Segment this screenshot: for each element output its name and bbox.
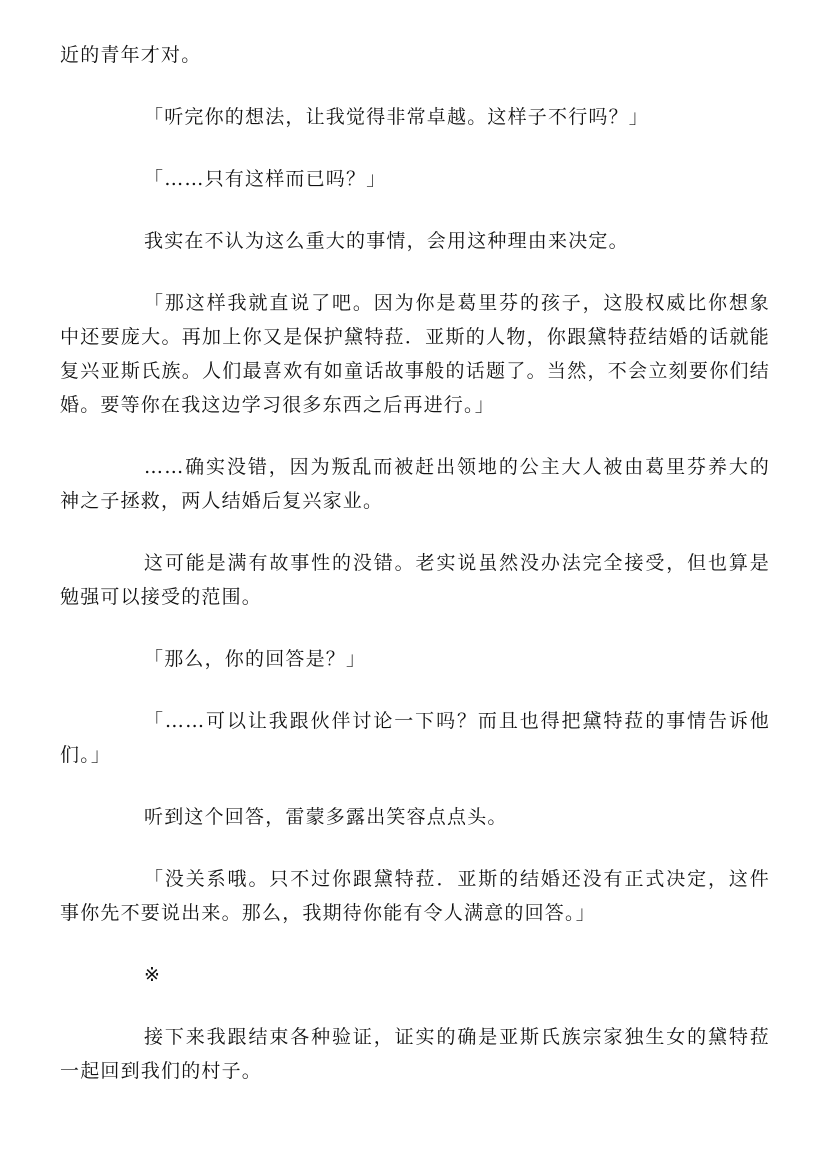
paragraph-3: 「……只有这样而已吗？」 <box>144 168 387 190</box>
paragraph-8: 「那么，你的回答是？」 <box>144 648 367 670</box>
paragraph-1: 近的青年才对。 <box>60 44 202 66</box>
paragraph-12: 接下来我跟结束各种验证，证实的确是亚斯氏族宗家独生女的黛特菈一起回到我们的村子。 <box>60 1026 770 1082</box>
paragraph-2: 「听完你的想法，让我觉得非常卓越。这样子不行吗？」 <box>144 106 650 128</box>
paragraph-9: 「……可以让我跟伙伴讨论一下吗？而且也得把黛特菈的事情告诉他们。」 <box>60 710 770 766</box>
paragraph-5: 「那这样我就直说了吧。因为你是葛里芬的孩子，这股权威比你想象中还要庞大。再加上你又是保护黛特菈．亚斯的人物，你跟黛特菈结婚的话就能复兴亚斯氏族。人们最喜欢有如童话故事般的话题了。当然，不会立刻要你们结婚。要等你在我这边学习很多东西之后再进行。」 <box>60 292 770 416</box>
paragraph-7: 这可能是满有故事性的没错。老实说虽然没办法完全接受，但也算是勉强可以接受的范围。 <box>60 552 770 608</box>
paragraph-10: 听到这个回答，雷蒙多露出笑容点点头。 <box>144 806 508 828</box>
document-page <box>60 38 770 1088</box>
paragraph-11: 「没关系哦。只不过你跟黛特菈．亚斯的结婚还没有正式决定，这件事你先不要说出来。那么，我期待你能有令人满意的回答。」 <box>60 868 770 924</box>
scene-break-mark: ※ <box>144 964 162 986</box>
paragraph-4: 我实在不认为这么重大的事情，会用这种理由来决定。 <box>144 230 629 252</box>
paragraph-6: ……确实没错，因为叛乱而被赶出领地的公主大人被由葛里芬养大的神之子拯救，两人结婚后复兴家业。 <box>60 456 770 512</box>
